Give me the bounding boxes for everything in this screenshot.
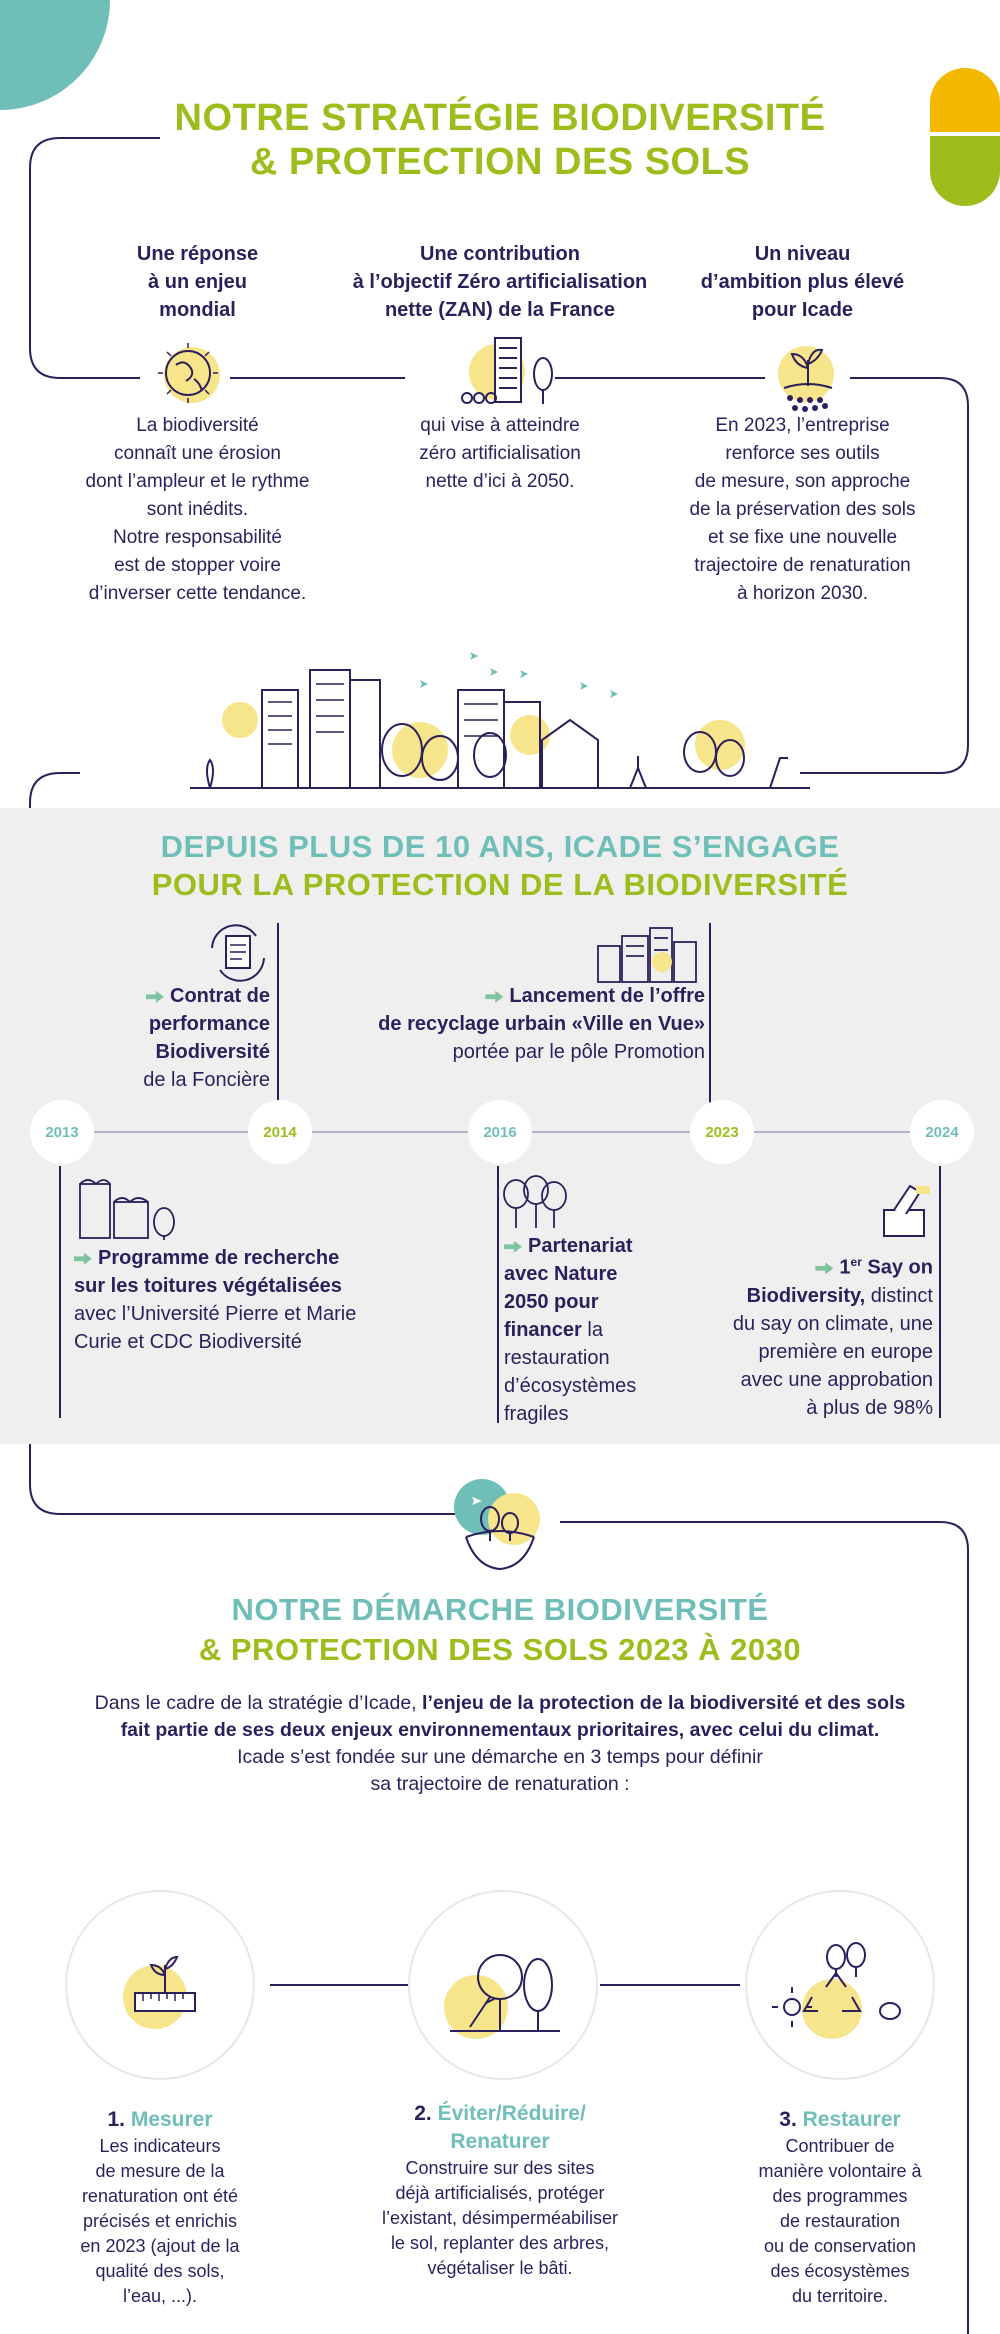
col1-heading: Une réponse à un enjeu mondial — [136, 243, 259, 321]
arrow-right-icon — [815, 1262, 833, 1274]
event-2013: Programme de recherche sur les toitures végétalisées avec l’Université Pierre et Marie Curie et CDC Biodiversité — [74, 1247, 357, 1353]
green-roof-buildings-icon — [74, 1172, 184, 1242]
col3-body: En 2023, l’entreprise renforce ses outils de mesure, son approche de la préservation des sols et se fixe une nouvelle trajectoire de renaturation à horizon 2030. — [689, 415, 916, 604]
year-2023: 2023 — [690, 1100, 754, 1164]
vote-ballot-icon — [876, 1180, 936, 1240]
event-2024: 1er Say on Biodiversity, distinct du say on climate, une première en europe avec une approbation à plus de 98% — [732, 1255, 933, 1419]
section2-title: DEPUIS PLUS DE 10 ANS, ICADE S’ENGAGE POUR LA PROTECTION DE LA BIODIVERSITÉ — [151, 829, 849, 902]
arrow-right-icon — [74, 1253, 92, 1265]
arrow-right-icon — [146, 991, 164, 1003]
year-2013: 2013 — [30, 1100, 94, 1164]
arrow-right-icon — [504, 1241, 522, 1253]
section1-title: NOTRE STRATÉGIE BIODIVERSITÉ & PROTECTION DES SOLS — [174, 97, 826, 183]
city-block-icon — [592, 922, 702, 984]
col1-body: La biodiversité connaît une érosion dont l’ampleur et le rythme sont inédits. Notre responsabilité est de stopper voire d’inverser cette tendance. — [85, 415, 310, 604]
city-skyline-illustration — [190, 640, 810, 790]
year-2014: 2014 — [248, 1100, 312, 1164]
event-2016: Partenariat avec Nature 2050 pour financer la restauration d’écosystèmes fragiles — [504, 1235, 637, 1425]
document-cycle-icon — [198, 918, 278, 988]
shovel-trees-icon — [430, 1935, 580, 2045]
sprout-icon — [768, 338, 848, 418]
year-2016: 2016 — [468, 1100, 532, 1164]
step3-text: 3. Restaurer Contribuer de manière volontaire à des programmes de restauration ou de conservation des écosystèmes du territoire. — [758, 2108, 922, 2306]
measure-ruler-icon — [105, 1945, 215, 2035]
step2-text: 2. Éviter/Réduire/ Renaturer Construire sur des sites déjà artificialisés, protéger l’existant, désimperméabiliser le sol, replanter des arbres, végétaliser le bâti. — [381, 2102, 619, 2278]
step1-text: 1. Mesurer Les indicateurs de mesure de la renaturation ont été précisés et enrichis en 2023 (ajout de la qualité des sols, l’eau, ...). — [80, 2108, 240, 2306]
col2-heading: Une contribution à l’objectif Zéro artificialisation nette (ZAN) de la France — [352, 243, 648, 321]
event-2023: Lancement de l’offre de recyclage urbain «Ville en Vue» portée par le pôle Promotion — [378, 985, 705, 1063]
recycle-nature-icon — [770, 1935, 920, 2045]
col2-body: qui vise à atteindre zéro artificialisation nette d’ici à 2050. — [419, 415, 581, 492]
section3-title: NOTRE DÉMARCHE BIODIVERSITÉ & PROTECTION DES SOLS 2023 À 2030 — [198, 1592, 802, 1667]
building-icon — [455, 330, 565, 410]
event-2014: Contrat de performance Biodiversité de la Foncière — [143, 985, 270, 1091]
arrow-right-icon — [485, 991, 503, 1003]
year-2024: 2024 — [910, 1100, 974, 1164]
col3-heading: Un niveau d’ambition plus élevé pour Icade — [700, 243, 905, 321]
trees-icon — [500, 1172, 570, 1232]
earth-icon — [148, 335, 228, 415]
section3-intro: Dans le cadre de la stratégie d’Icade, l’enjeu de la protection de la biodiversité et des sols fait partie de ses deux enjeux environnementaux prioritaires, avec celui du climat. Icade s’est fondée sur une démarche en 3 temps pour définir sa trajectoire de renaturation : — [94, 1692, 906, 1795]
nature-emblem-icon — [450, 1475, 550, 1575]
